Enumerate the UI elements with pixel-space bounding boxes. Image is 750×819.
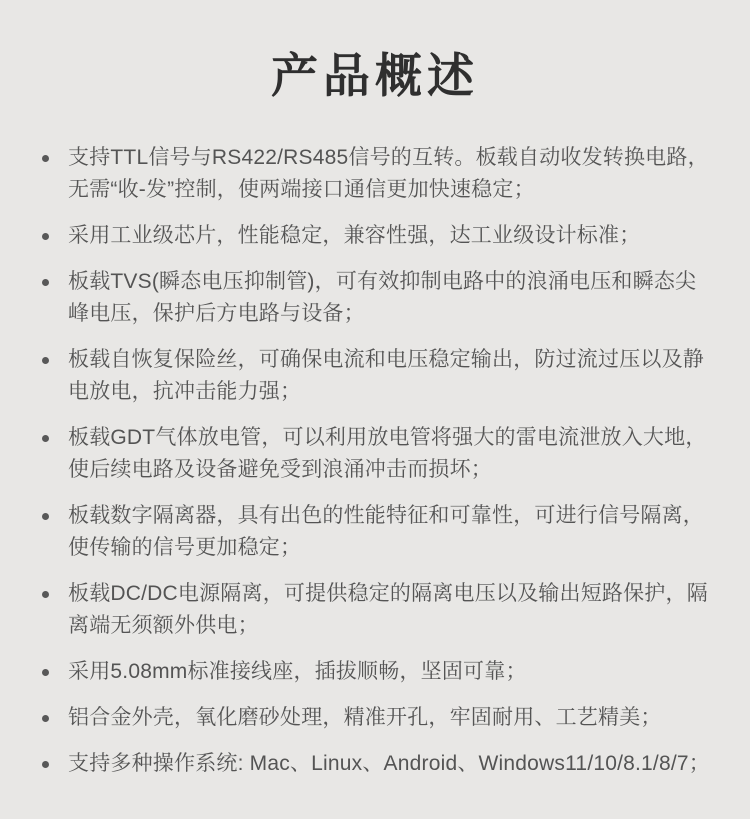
feature-list [42, 142, 714, 780]
feature-item [42, 748, 714, 780]
feature-text: 支持TTL信号与RS422/RS485信号的互转。板载自动收发转换电路，无需“收-发”控制，使两端接口通信更加快速稳定； [68, 146, 709, 201]
bullet-icon [42, 715, 49, 722]
feature-text: 板载数字隔离器，具有出色的性能特征和可靠性，可进行信号隔离，使传输的信号更加稳定； [68, 504, 704, 559]
feature-text: 铝合金外壳，氧化磨砂处理，精准开孔，牢固耐用、工艺精美； [68, 706, 662, 729]
feature-item [42, 656, 714, 688]
feature-item [42, 344, 714, 408]
bullet-icon [42, 155, 49, 162]
section-title: 产品概述 [271, 49, 479, 102]
bullet-icon [42, 513, 49, 520]
feature-text: 板载自恢复保险丝，可确保电流和电压稳定输出，防过流过压以及静电放电，抗冲击能力强； [68, 348, 704, 403]
bullet-icon [42, 761, 49, 768]
feature-item [42, 500, 714, 564]
bullet-icon [42, 279, 49, 286]
feature-text: 板载DC/DC电源隔离，可提供稳定的隔离电压以及输出短路保护，隔离端无须额外供电； [68, 582, 708, 637]
feature-text: 采用5.08mm标准接线座，插拔顺畅，坚固可靠； [68, 660, 527, 683]
feature-text: 板载GDT气体放电管，可以利用放电管将强大的雷电流泄放入大地，使后续电路及设备避免受到浪涌冲击而损坏； [68, 426, 707, 481]
feature-text: 采用工业级芯片，性能稳定，兼容性强，达工业级设计标准； [68, 224, 641, 247]
bullet-icon [42, 357, 49, 364]
feature-item [42, 266, 714, 330]
bullet-icon [42, 435, 49, 442]
feature-item [42, 220, 714, 252]
feature-text: 支持多种操作系统: Mac、Linux、Android、Windows11/10/8.1/8/7； [68, 752, 710, 775]
bullet-icon [42, 669, 49, 676]
feature-item [42, 422, 714, 486]
feature-item [42, 702, 714, 734]
bullet-icon [42, 591, 49, 598]
feature-item [42, 578, 714, 642]
feature-text: 板载TVS(瞬态电压抑制管)，可有效抑制电路中的浪涌电压和瞬态尖峰电压，保护后方电路与设备； [68, 270, 697, 325]
bullet-icon [42, 233, 49, 240]
feature-item [42, 142, 714, 206]
